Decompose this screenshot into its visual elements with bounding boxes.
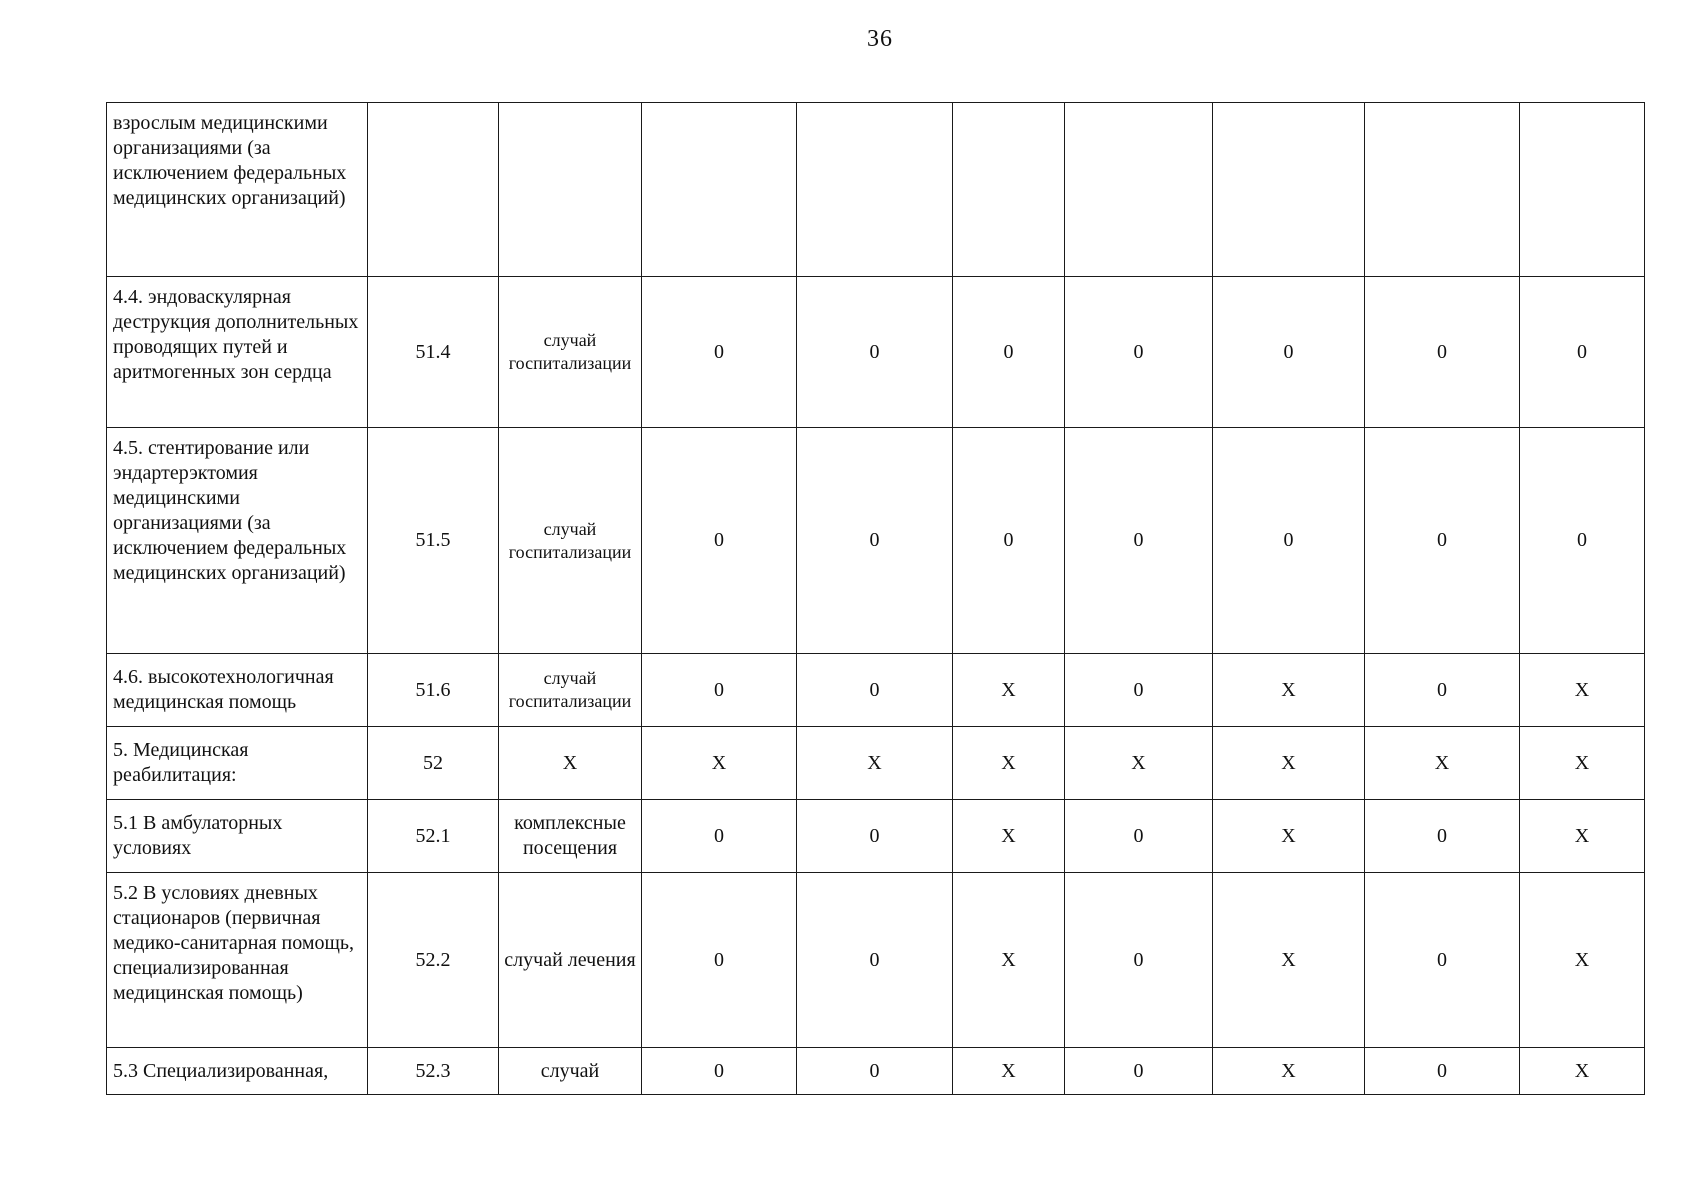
row-unit-cell: X xyxy=(499,727,642,800)
value-cell: 0 xyxy=(1213,277,1365,428)
value-cell: 0 xyxy=(1365,428,1520,654)
row-code-cell: 51.6 xyxy=(368,654,499,727)
value-cell: 0 xyxy=(1213,428,1365,654)
value-cell: 0 xyxy=(953,277,1065,428)
row-unit-cell xyxy=(499,103,642,277)
value-cell xyxy=(1520,103,1645,277)
row-name-cell: взрослым медицинскими организациями (за исключением федеральных медицинских организаций) xyxy=(107,103,368,277)
row-unit-cell: случай госпитализации xyxy=(499,428,642,654)
value-cell: 0 xyxy=(797,428,953,654)
table-row xyxy=(107,277,1645,428)
value-cell: 0 xyxy=(642,800,797,873)
row-code-cell: 51.4 xyxy=(368,277,499,428)
row-name-cell: 4.4. эндоваскулярная деструкция дополнительных проводящих путей и аритмогенных зон сердца xyxy=(107,277,368,428)
row-code-cell: 52 xyxy=(368,727,499,800)
value-cell: X xyxy=(1520,873,1645,1048)
row-name-cell: 5.2 В условиях дневных стационаров (первичная медико-санитарная помощь, специализированная медицинская помощь) xyxy=(107,873,368,1048)
value-cell: X xyxy=(1365,727,1520,800)
value-cell: 0 xyxy=(953,428,1065,654)
value-cell: 0 xyxy=(1065,800,1213,873)
row-code-cell: 52.3 xyxy=(368,1048,499,1095)
value-cell: 0 xyxy=(797,800,953,873)
value-cell: X xyxy=(953,654,1065,727)
value-cell: X xyxy=(642,727,797,800)
value-cell xyxy=(1213,103,1365,277)
value-cell xyxy=(797,103,953,277)
value-cell: X xyxy=(1520,800,1645,873)
value-cell xyxy=(953,103,1065,277)
value-cell: X xyxy=(1520,654,1645,727)
row-name-cell: 4.5. стентирование или эндартерэктомия медицинскими организациями (за исключением федеральных медицинских организаций) xyxy=(107,428,368,654)
value-cell: 0 xyxy=(642,428,797,654)
value-cell: 0 xyxy=(1365,654,1520,727)
table-row xyxy=(107,1048,1645,1095)
value-cell xyxy=(1365,103,1520,277)
row-name-cell: 4.6. высокотехнологичная медицинская помощь xyxy=(107,654,368,727)
row-unit-cell: случай госпитализации xyxy=(499,654,642,727)
value-cell: 0 xyxy=(642,654,797,727)
value-cell: X xyxy=(1213,654,1365,727)
value-cell: X xyxy=(1213,800,1365,873)
value-cell: X xyxy=(1213,1048,1365,1095)
value-cell: 0 xyxy=(1065,277,1213,428)
table-row xyxy=(107,103,1645,277)
row-name-cell: 5.3 Специализированная, xyxy=(107,1048,368,1095)
value-cell: 0 xyxy=(1520,277,1645,428)
value-cell: 0 xyxy=(797,1048,953,1095)
value-cell: 0 xyxy=(642,277,797,428)
value-cell: 0 xyxy=(797,654,953,727)
table-row xyxy=(107,428,1645,654)
value-cell: X xyxy=(1213,873,1365,1048)
value-cell xyxy=(642,103,797,277)
row-code-cell: 51.5 xyxy=(368,428,499,654)
value-cell: 0 xyxy=(642,873,797,1048)
value-cell: 0 xyxy=(797,873,953,1048)
value-cell: 0 xyxy=(1365,277,1520,428)
value-cell: 0 xyxy=(1365,1048,1520,1095)
value-cell: 0 xyxy=(642,1048,797,1095)
value-cell: 0 xyxy=(1065,1048,1213,1095)
table-row xyxy=(107,873,1645,1048)
row-unit-cell: случай госпитализации xyxy=(499,277,642,428)
value-cell: X xyxy=(953,873,1065,1048)
value-cell: X xyxy=(953,800,1065,873)
row-code-cell: 52.2 xyxy=(368,873,499,1048)
value-cell: X xyxy=(953,1048,1065,1095)
value-cell: 0 xyxy=(1365,873,1520,1048)
value-cell: 0 xyxy=(1365,800,1520,873)
value-cell: X xyxy=(1520,1048,1645,1095)
row-unit-cell: случай лечения xyxy=(499,873,642,1048)
row-unit-cell: комплексные посещения xyxy=(499,800,642,873)
indicators-table xyxy=(106,102,1645,1095)
value-cell: 0 xyxy=(1065,873,1213,1048)
value-cell: X xyxy=(1520,727,1645,800)
value-cell: 0 xyxy=(797,277,953,428)
value-cell: X xyxy=(1213,727,1365,800)
value-cell: X xyxy=(953,727,1065,800)
row-name-cell: 5.1 В амбулаторных условиях xyxy=(107,800,368,873)
value-cell: 0 xyxy=(1065,428,1213,654)
value-cell: X xyxy=(1065,727,1213,800)
table-row xyxy=(107,654,1645,727)
value-cell: X xyxy=(797,727,953,800)
value-cell: 0 xyxy=(1065,654,1213,727)
table-row xyxy=(107,800,1645,873)
row-name-cell: 5. Медицинская реабилитация: xyxy=(107,727,368,800)
row-unit-cell: случай xyxy=(499,1048,642,1095)
row-code-cell xyxy=(368,103,499,277)
table-row xyxy=(107,727,1645,800)
value-cell xyxy=(1065,103,1213,277)
page-number: 36 xyxy=(867,26,893,52)
row-code-cell: 52.1 xyxy=(368,800,499,873)
value-cell: 0 xyxy=(1520,428,1645,654)
